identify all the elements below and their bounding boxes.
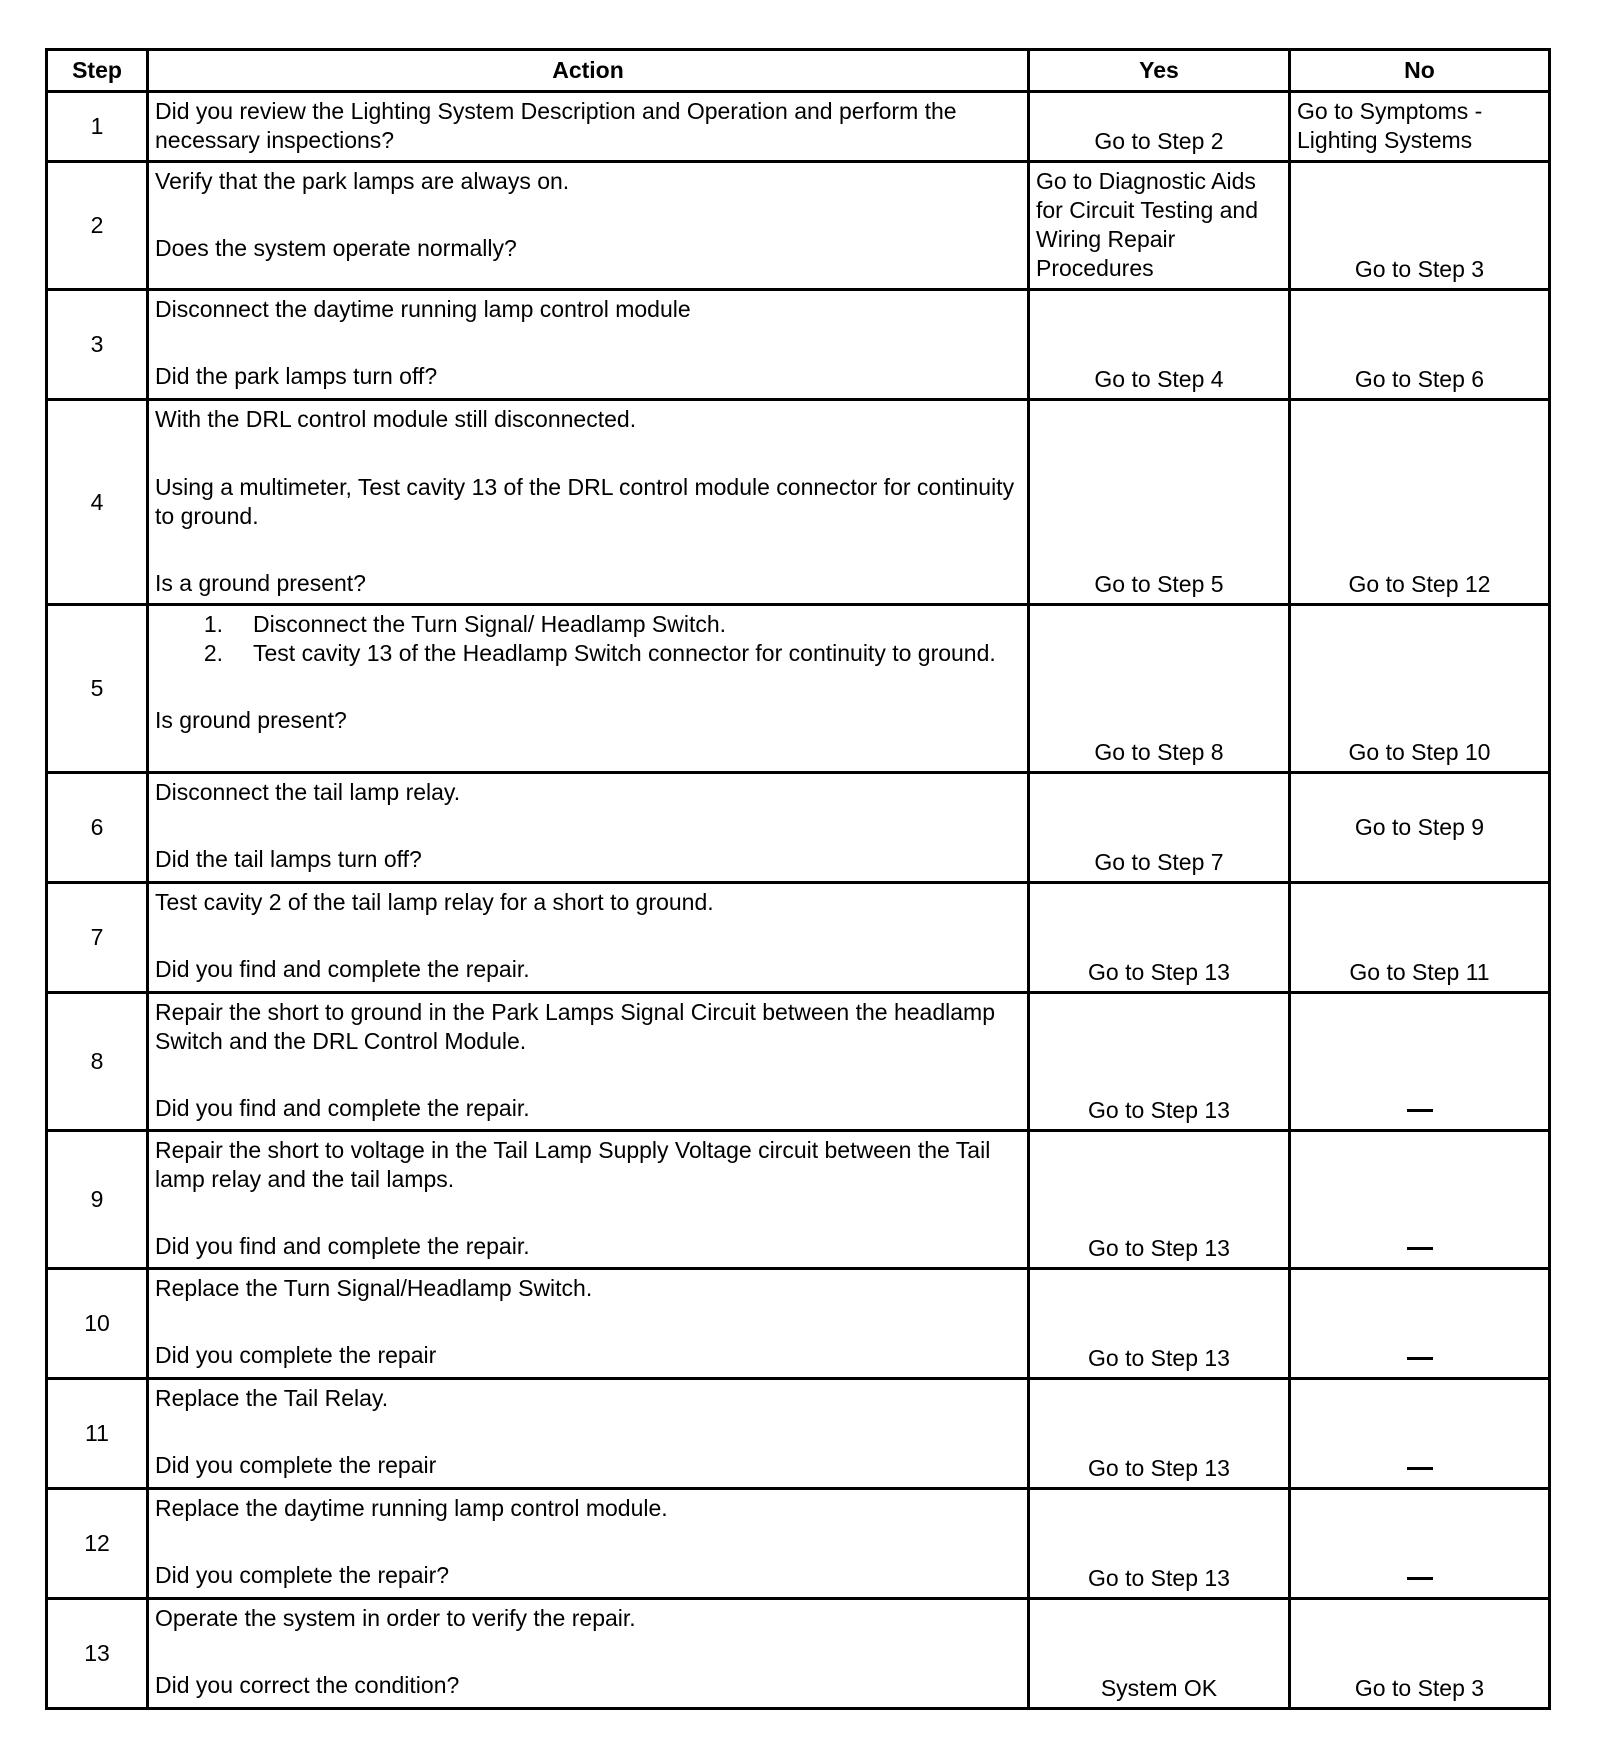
no-cell — [1290, 993, 1550, 1131]
yes-cell: Go to Step 8 — [1029, 605, 1290, 773]
action-text: Replace the Turn Signal/Headlamp Switch. — [155, 1275, 593, 1301]
table-row — [47, 92, 1550, 162]
action-text: Test cavity 2 of the tail lamp relay for a short to ground. — [155, 889, 714, 915]
action-question: Did you complete the repair — [155, 1342, 437, 1368]
yes-cell: Go to Step 13 — [1029, 1269, 1290, 1379]
no-cell — [1290, 1489, 1550, 1599]
list-item-text: Test cavity 13 of the Headlamp Switch connector for continuity to ground. — [253, 640, 996, 666]
action-text: Did you review the Lighting System Description and Operation and perform the necessary inspections? — [155, 98, 963, 153]
dash-mark — [1407, 1109, 1433, 1112]
action-cell — [148, 605, 1029, 773]
yes-cell: Go to Step 5 — [1029, 400, 1290, 605]
no-cell: Go to Step 3 — [1290, 162, 1550, 290]
list-item — [155, 639, 1021, 668]
no-cell — [1290, 1379, 1550, 1489]
action-cell — [148, 400, 1029, 605]
no-cell: Go to Step 12 — [1290, 400, 1550, 605]
action-cell — [148, 1599, 1029, 1709]
action-text: With the DRL control module still disconnected. — [155, 406, 637, 432]
table-row — [47, 162, 1550, 290]
diagnostic-table — [45, 48, 1551, 1710]
step-number: 7 — [47, 883, 148, 993]
diagnostic-table-sheet — [45, 48, 1548, 1710]
yes-cell: Go to Step 13 — [1029, 883, 1290, 993]
dash-mark — [1407, 1577, 1433, 1580]
no-cell: Go to Step 6 — [1290, 290, 1550, 400]
list-item — [155, 610, 1021, 639]
action-text: Operate the system in order to verify the repair. — [155, 1605, 636, 1631]
action-question: Is a ground present? — [155, 570, 366, 596]
action-cell — [148, 290, 1029, 400]
step-number: 1 — [47, 92, 148, 162]
action-text: Replace the Tail Relay. — [155, 1385, 389, 1411]
dash-mark — [1407, 1247, 1433, 1250]
table-row — [47, 605, 1550, 773]
action-text: Using a multimeter, Test cavity 13 of the DRL control module connector for continuity to ground. — [155, 474, 1021, 529]
action-text: Verify that the park lamps are always on. — [155, 168, 570, 194]
list-item-number: 1. — [203, 611, 223, 637]
step-number: 2 — [47, 162, 148, 290]
action-cell — [148, 1489, 1029, 1599]
step-number: 9 — [47, 1131, 148, 1269]
list-item-number: 2. — [203, 640, 223, 666]
no-cell — [1290, 1131, 1550, 1269]
yes-cell: Go to Diagnostic Aids for Circuit Testing and Wiring Repair Procedures — [1029, 162, 1290, 290]
table-row — [47, 1269, 1550, 1379]
step-number: 4 — [47, 400, 148, 605]
step-number: 10 — [47, 1269, 148, 1379]
action-cell — [148, 92, 1029, 162]
action-cell — [148, 162, 1029, 290]
table-row — [47, 290, 1550, 400]
action-question: Did the park lamps turn off? — [155, 363, 438, 389]
action-text: Disconnect the daytime running lamp control module — [155, 296, 691, 322]
action-cell — [148, 1269, 1029, 1379]
action-question: Did you find and complete the repair. — [155, 1233, 530, 1259]
header-yes: Yes — [1029, 50, 1290, 92]
yes-cell: Go to Step 13 — [1029, 1489, 1290, 1599]
yes-cell: Go to Step 7 — [1029, 773, 1290, 883]
header-step: Step — [47, 50, 148, 92]
table-row — [47, 1379, 1550, 1489]
no-cell: Go to Step 3 — [1290, 1599, 1550, 1709]
action-cell — [148, 1379, 1029, 1489]
action-question: Did you complete the repair? — [155, 1562, 450, 1588]
no-cell — [1290, 1269, 1550, 1379]
yes-cell: Go to Step 13 — [1029, 1131, 1290, 1269]
step-number: 12 — [47, 1489, 148, 1599]
yes-cell: System OK — [1029, 1599, 1290, 1709]
no-cell: Go to Symptoms - Lighting Systems — [1290, 92, 1550, 162]
action-question: Is ground present? — [155, 707, 347, 733]
dash-mark — [1407, 1467, 1433, 1470]
action-cell — [148, 773, 1029, 883]
action-cell — [148, 993, 1029, 1131]
action-question: Did you correct the condition? — [155, 1672, 460, 1698]
action-cell — [148, 1131, 1029, 1269]
action-question: Does the system operate normally? — [155, 235, 517, 261]
list-item-text: Disconnect the Turn Signal/ Headlamp Switch. — [253, 611, 727, 637]
yes-cell: Go to Step 13 — [1029, 1379, 1290, 1489]
action-question: Did you complete the repair — [155, 1452, 437, 1478]
yes-cell: Go to Step 4 — [1029, 290, 1290, 400]
action-list — [155, 610, 1021, 668]
table-row — [47, 1599, 1550, 1709]
table-row — [47, 1131, 1550, 1269]
action-cell — [148, 883, 1029, 993]
step-number: 3 — [47, 290, 148, 400]
table-row — [47, 883, 1550, 993]
table-row — [47, 773, 1550, 883]
yes-cell: Go to Step 13 — [1029, 993, 1290, 1131]
no-cell: Go to Step 10 — [1290, 605, 1550, 773]
table-row — [47, 400, 1550, 605]
header-row — [47, 50, 1550, 92]
no-cell: Go to Step 9 — [1290, 773, 1550, 883]
dash-mark — [1407, 1357, 1433, 1360]
action-question: Did you find and complete the repair. — [155, 1095, 530, 1121]
action-text: Replace the daytime running lamp control module. — [155, 1495, 668, 1521]
action-text: Repair the short to voltage in the Tail Lamp Supply Voltage circuit between the Tail lamp relay and the tail lamps. — [155, 1137, 997, 1192]
table-row — [47, 1489, 1550, 1599]
step-number: 5 — [47, 605, 148, 773]
step-number: 11 — [47, 1379, 148, 1489]
yes-cell: Go to Step 2 — [1029, 92, 1290, 162]
step-number: 13 — [47, 1599, 148, 1709]
header-action: Action — [148, 50, 1029, 92]
step-number: 6 — [47, 773, 148, 883]
action-question: Did you find and complete the repair. — [155, 956, 530, 982]
table-row — [47, 993, 1550, 1131]
no-cell: Go to Step 11 — [1290, 883, 1550, 993]
step-number: 8 — [47, 993, 148, 1131]
action-text: Disconnect the tail lamp relay. — [155, 779, 461, 805]
action-question: Did the tail lamps turn off? — [155, 846, 422, 872]
header-no: No — [1290, 50, 1550, 92]
action-text: Repair the short to ground in the Park Lamps Signal Circuit between the headlamp Switch and the DRL Control Module. — [155, 999, 1002, 1054]
